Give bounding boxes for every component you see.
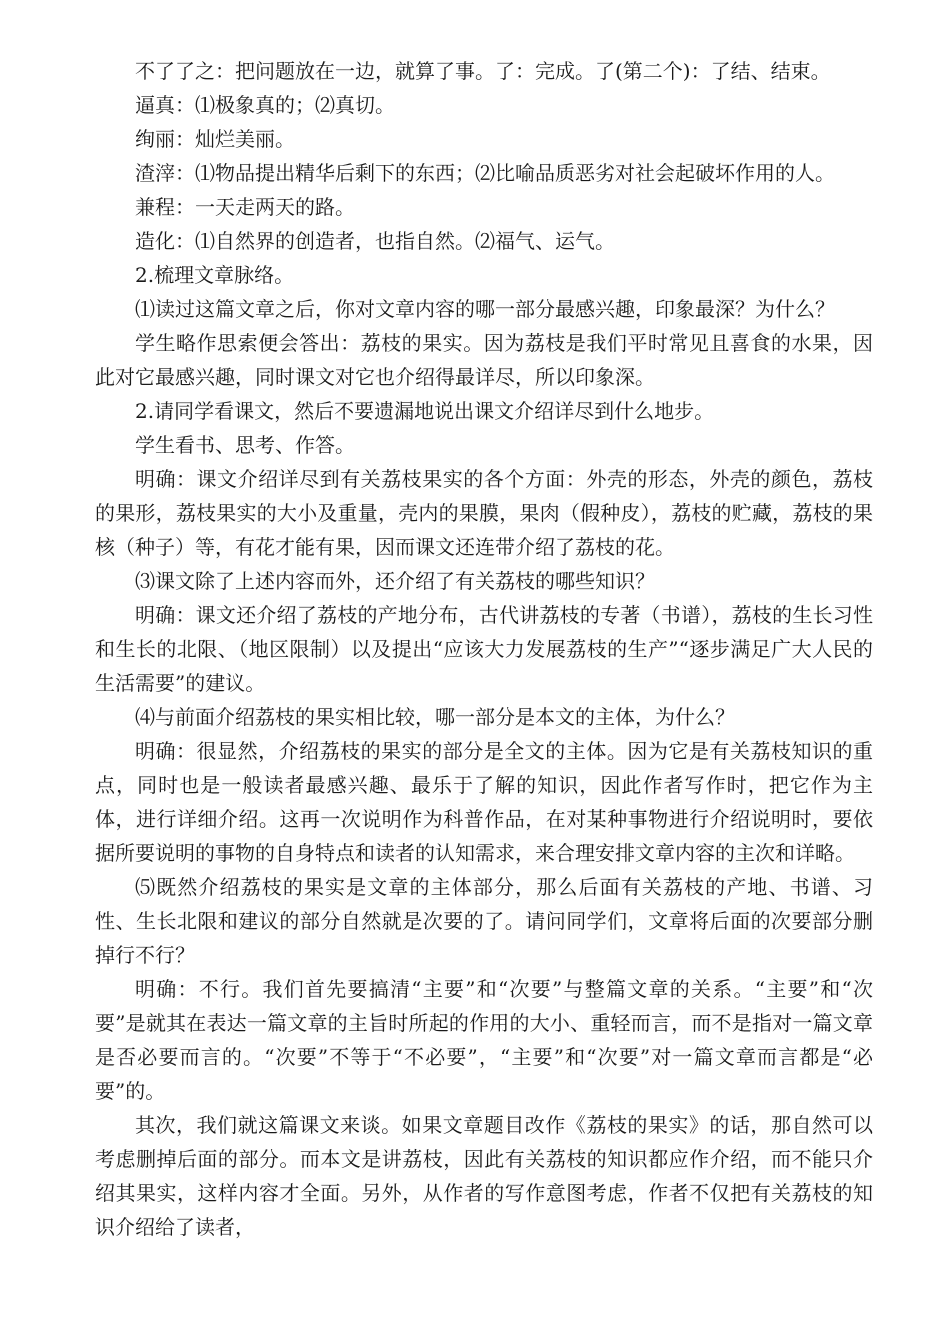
question-3: ⑶课文除了上述内容而外，还介绍了有关荔枝的哪些知识？ [135, 569, 655, 593]
paragraph-5: 兼程：一天走两天的路。 [135, 195, 355, 219]
paragraph-3: 绚丽：灿烂美丽。 [135, 127, 295, 151]
paragraph-continuation: 其次，我们就这篇课文来谈。如果文章题目改作《荔枝的果实》的话，那自然可以考虑删掉后面的部分。而本文是讲荔枝，因此有关荔枝的知识都应作介绍，而不能只介绍其果实，这样内容才全面。另外，从作者的写作意图考虑，作者不仅把有关荔枝的知识介绍给了读者， [95, 1113, 873, 1239]
question-2: 2.请同学看课文，然后不要遗漏地说出课文介绍详尽到什么地步。 [135, 399, 715, 423]
answer-5: 明确：不行。我们首先要搞清“主要”和“次要”与整篇文章的关系。“主要”和“次要”是就其在表达一篇文章的主旨时所起的作用的大小、重轻而言，而不是指对一篇文章是否必要而言的。“次要”不等于“不必要”，“主要”和“次要”对一篇文章而言都是“必要”的。 [95, 977, 873, 1103]
paragraph-2: 逼真：⑴极象真的；⑵真切。 [135, 93, 395, 117]
question-1: ⑴读过这篇文章之后，你对文章内容的哪一部分最感兴趣，印象最深？为什么？ [135, 297, 835, 321]
document-page [95, 54, 873, 1244]
section-heading: 2.梳理文章脉络。 [135, 263, 295, 287]
answer-3: 明确：课文还介绍了荔枝的产地分布，古代讲荔枝的专著（书谱），荔枝的生长习性和生长的北限、（地区限制）以及提出“应该大力发展荔枝的生产”“逐步满足广大人民的生活需要”的建议。 [95, 603, 873, 695]
question-4: ⑷与前面介绍荔枝的果实相比较，哪一部分是本文的主体，为什么？ [135, 705, 735, 729]
student-activity: 学生看书、思考、作答。 [135, 433, 355, 457]
answer-1: 学生略作思索便会答出：荔枝的果实。因为荔枝是我们平时常见且喜食的水果，因此对它最感兴趣，同时课文对它也介绍得最详尽，所以印象深。 [95, 331, 873, 389]
paragraph-4: 渣滓：⑴物品提出精华后剩下的东西；⑵比喻品质恶劣对社会起破坏作用的人。 [135, 161, 835, 185]
answer-2: 明确：课文介绍详尽到有关荔枝果实的各个方面：外壳的形态，外壳的颜色，荔枝的果形，荔枝果实的大小及重量，壳内的果膜，果肉（假种皮），荔枝的贮藏，荔枝的果核（种子）等，有花才能有果，因而课文还连带介绍了荔枝的花。 [95, 467, 873, 559]
question-5: ⑸既然介绍荔枝的果实是文章的主体部分，那么后面有关荔枝的产地、书谱、习性、生长北限和建议的部分自然就是次要的了。请问同学们，文章将后面的次要部分删掉行不行？ [95, 875, 873, 967]
paragraph-1: 不了了之：把问题放在一边，就算了事。了：完成。了(第二个)：了结、结束。 [135, 59, 831, 83]
paragraph-6: 造化：⑴自然界的创造者，也指自然。⑵福气、运气。 [135, 229, 615, 253]
answer-4: 明确：很显然，介绍荔枝的果实的部分是全文的主体。因为它是有关荔枝知识的重点，同时也是一般读者最感兴趣、最乐于了解的知识，因此作者写作时，把它作为主体，进行详细介绍。这再一次说明作为科普作品，在对某种事物进行介绍说明时，要依据所要说明的事物的自身特点和读者的认知需求，来合理安排文章内容的主次和详略。 [95, 739, 873, 865]
